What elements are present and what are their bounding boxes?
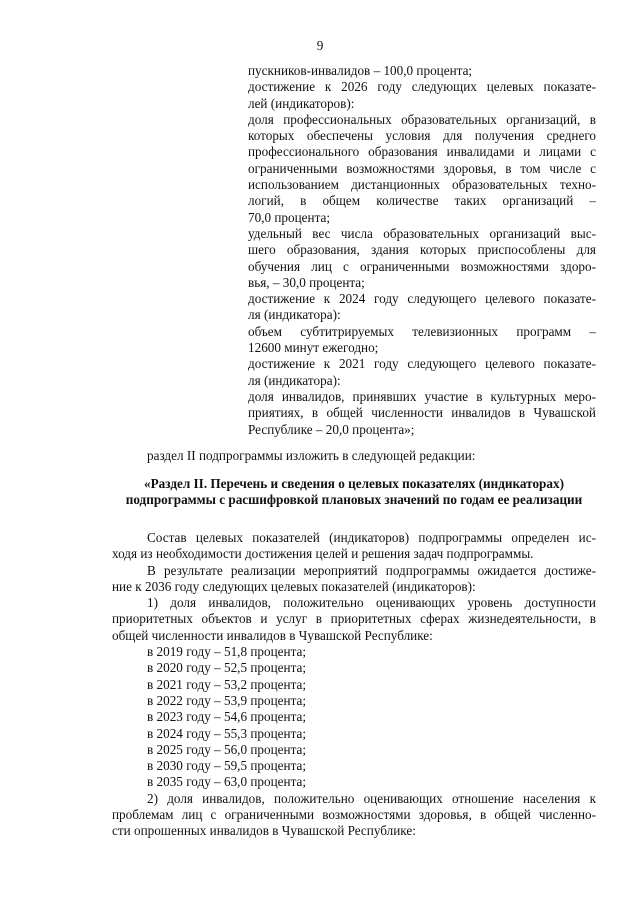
text-line: удельный вес числа образовательных организаций выс-: [248, 225, 596, 241]
text-line: ограниченными возможностями здоровья, в том числе с: [248, 160, 596, 176]
text-line: достижение к 2021 году следующего целевого показате-: [248, 356, 596, 372]
year-value-line: в 2019 году – 51,8 процента;: [147, 644, 307, 660]
text-line: приоритетных объектов и услуг в приоритетных сферах жизнедеятельности, в: [112, 611, 596, 627]
year-value-line: в 2024 году – 55,3 процента;: [147, 725, 307, 741]
instruction-paragraph: [112, 448, 596, 464]
text-line: ние к 2036 году следующих целевых показателей (индикаторов):: [112, 578, 476, 594]
year-value-line: в 2022 году – 53,9 процента;: [147, 692, 307, 708]
text-line: 2) доля инвалидов, положительно оценивающих отношение населения к: [147, 790, 596, 806]
text-line: В результате реализации мероприятий подпрограммы ожидается достиже-: [147, 562, 596, 578]
text-line: шего образования, здания которых приспособлены для: [248, 242, 596, 258]
year-value-line: в 2030 году – 59,5 процента;: [147, 758, 307, 774]
text-line: Состав целевых показателей (индикаторов) подпрограммы определен ис-: [147, 530, 596, 545]
indicators-block: [248, 63, 596, 438]
year-value-line: в 2035 году – 63,0 процента;: [147, 774, 307, 790]
text-line: общей численности инвалидов в Чувашской Республике:: [112, 627, 433, 643]
text-line: обучения лиц с ограниченными возможностями здоро-: [248, 258, 596, 274]
text-line: пускников-инвалидов – 100,0 процента;: [248, 63, 473, 78]
text-line: ля (индикатора):: [248, 372, 341, 388]
instruction-text: раздел II подпрограммы изложить в следующей редакции:: [147, 448, 476, 463]
heading-line: подпрограммы с расшифровкой плановых значений по годам ее реализации: [125, 492, 583, 508]
text-line: доля профессиональных образовательных организаций, в: [248, 111, 596, 127]
text-line: 12600 минут ежегодно;: [248, 340, 379, 356]
year-value-line: в 2023 году – 54,6 процента;: [147, 709, 307, 725]
text-line: вья, – 30,0 процента;: [248, 274, 365, 290]
text-line: достижение к 2026 году следующих целевых показате-: [248, 79, 596, 95]
year-value-line: в 2021 году – 53,2 процента;: [147, 676, 307, 692]
text-line: профессионального образования инвалидами и лицами с: [248, 144, 596, 160]
main-text: [112, 530, 596, 840]
text-line: 1) доля инвалидов, положительно оценивающих уровень доступности: [147, 595, 596, 611]
text-line: ля (индикатора):: [248, 307, 341, 323]
text-line: проблемам лиц с ограниченными возможностями здоровья, в общей численно-: [112, 807, 596, 823]
text-line: ходя из необходимости достижения целей и решения задач подпрограммы.: [112, 546, 534, 562]
text-line: которых обеспечены условия для получения среднего: [248, 128, 596, 144]
text-line: достижение к 2024 году следующего целевого показате-: [248, 291, 596, 307]
text-line: Республике – 20,0 процента»;: [248, 421, 415, 437]
text-line: лей (индикаторов):: [248, 95, 355, 111]
text-line: логий, в общем количестве таких организаций –: [248, 193, 596, 209]
text-line: объем субтитрируемых телевизионных программ –: [248, 323, 596, 339]
year-value-line: в 2025 году – 56,0 процента;: [147, 741, 307, 757]
text-line: 70,0 процента;: [248, 209, 331, 225]
year-value-line: в 2020 году – 52,5 процента;: [147, 660, 307, 676]
text-line: сти опрошенных инвалидов в Чувашской Республике:: [112, 823, 416, 839]
text-line: доля инвалидов, принявших участие в культурных меро-: [248, 388, 596, 404]
heading-line: «Раздел II. Перечень и сведения о целевых показателях (индикаторах): [144, 476, 564, 491]
text-line: использованием дистанционных образовательных техно-: [248, 177, 596, 193]
section-heading: [112, 476, 596, 509]
page-number: 9: [316, 38, 324, 53]
text-line: приятиях, в общей численности инвалидов в Чувашской: [248, 405, 596, 421]
